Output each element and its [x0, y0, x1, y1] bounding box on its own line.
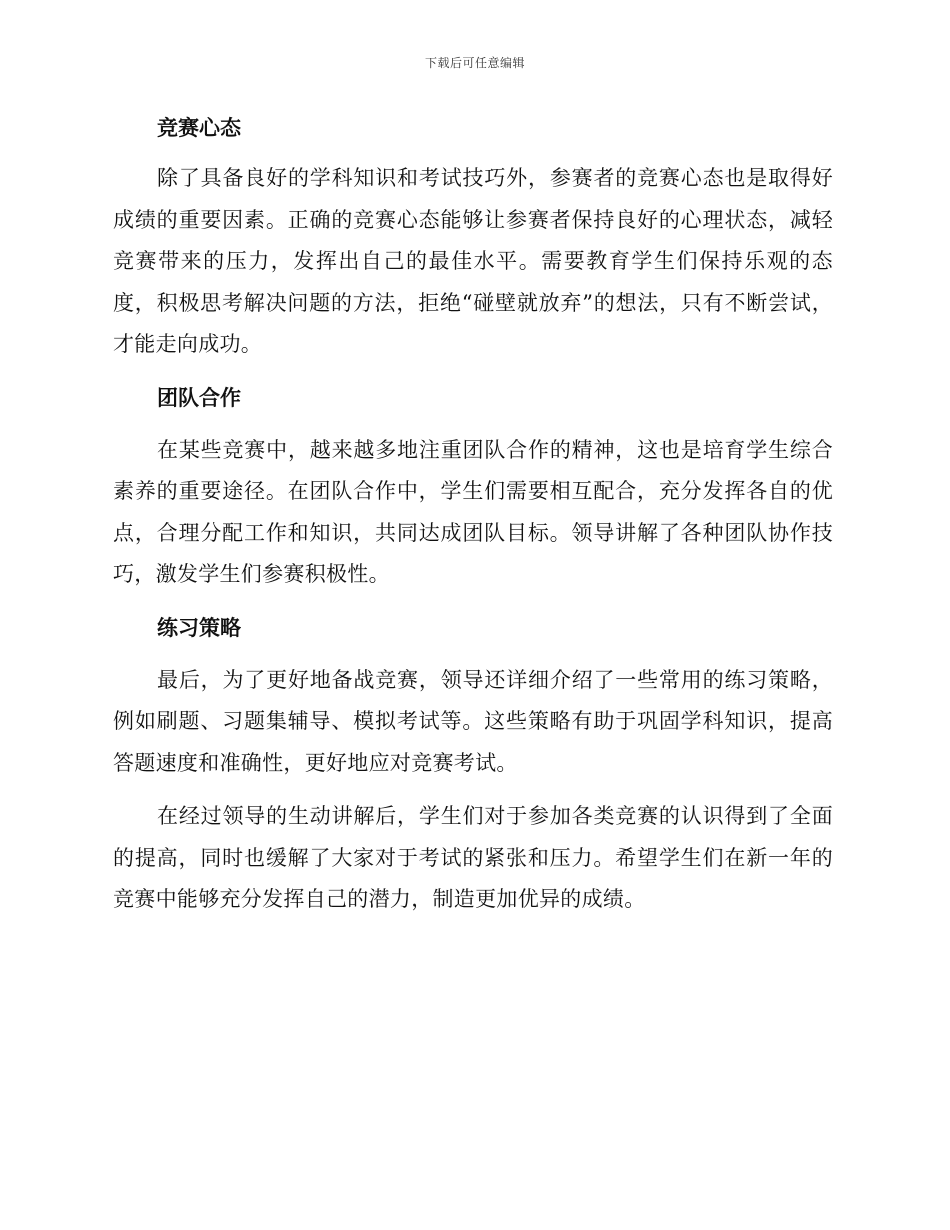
section-heading-practice: 练习策略 [157, 615, 241, 640]
page-header-note: 下载后可任意编辑 [424, 56, 525, 70]
paragraph-teamwork: 在某些竞赛中，越来越多地注重团队合作的精神，这也是培育学生综合素养的重要途径。在团队合作中，学生们需要相互配合，充分发挥各自的优点，合理分配工作和知识，共同达成团队目标。领导讲解了各种团队协作技巧，激发学生们参赛积极性。 [113, 437, 833, 586]
document-body [113, 108, 833, 921]
paragraph-mindset: 除了具备良好的学科知识和考试技巧外，参赛者的竞赛心态也是取得好成绩的重要因素。正确的竞赛心态能够让参赛者保持良好的心理状态，减轻竞赛带来的压力，发挥出自己的最佳水平。需要教育学生们保持乐观的态度，积极思考解决问题的方法，拒绝“碰壁就放弃”的想法，只有不断尝试，才能走向成功。 [113, 166, 833, 356]
section-heading-teamwork: 团队合作 [157, 385, 241, 410]
paragraph-conclusion: 在经过领导的生动讲解后，学生们对于参加各类竞赛的认识得到了全面的提高，同时也缓解了大家对于考试的紧张和压力。希望学生们在新一年的竞赛中能够充分发挥自己的潜力，制造更加优异的成绩。 [113, 804, 833, 911]
section-heading-mindset: 竞赛心态 [157, 116, 241, 140]
paragraph-practice: 最后，为了更好地备战竞赛，领导还详细介绍了一些常用的练习策略，例如刷题、习题集辅导、模拟考试等。这些策略有助于巩固学科知识，提高答题速度和准确性，更好地应对竞赛考试。 [113, 667, 833, 775]
